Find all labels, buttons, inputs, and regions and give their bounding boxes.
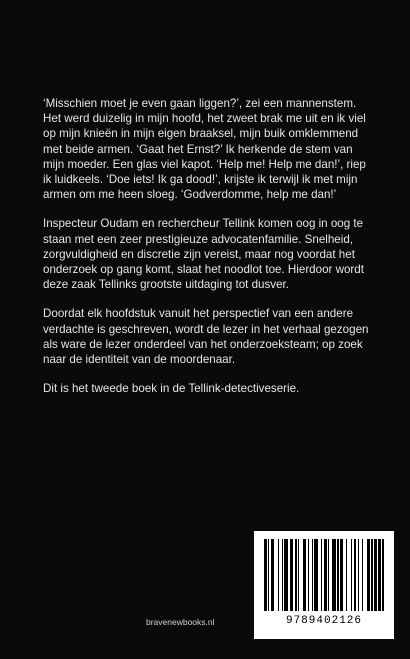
publisher-url: bravenewbooks.nl [146, 617, 215, 627]
blurb-text [43, 96, 377, 410]
isbn-barcode [254, 531, 394, 639]
blurb-paragraph-series: Dit is het tweede boek in de Tellink-detectiveserie. [43, 382, 300, 396]
blurb-paragraph-perspective: Doordat elk hoofdstuk vanuit het perspectief van een andere verdachte is geschreven, wordt de lezer in het verhaal gezogen als ware de lezer onderdeel van het onderzoeksteam; op zoek naar de identiteit van de moordenaar. [43, 307, 369, 367]
barcode-bars [264, 539, 384, 611]
barcode-bar [382, 539, 383, 611]
blurb-paragraph-synopsis: Inspecteur Oudam en rechercheur Tellink komen oog in oog te staan met een zeer prestigieuze advocatenfamilie. Snelheid, zorgvuldigheid en discretie zijn vereist, maar nog voordat het onderzoek op gang komt, slaat het noodlot toe. Hierdoor wordt deze zaak Tellinks grootste uitdaging tot dusver. [43, 217, 364, 292]
barcode-number: 9789402126 [285, 615, 362, 627]
blurb-paragraph-excerpt: ‘Misschien moet je even gaan liggen?’, zei een mannenstem. Het werd duizelig in mijn hoofd, het zweet brak me uit en ik viel op mijn knieën in mijn eigen braaksel, mijn buik omklemmend met beide armen. ‘Gaat het Ernst?’ Ik herkende de stem van mijn moeder. Een glas viel kapot. ‘Help me! Help me dan!’, riep ik luidkeels. ‘Doe iets! Ik ga dood!’, krijste ik terwijl ik met mijn armen om me heen sloeg. ‘Godverdomme, help me dan!’ [43, 97, 366, 202]
